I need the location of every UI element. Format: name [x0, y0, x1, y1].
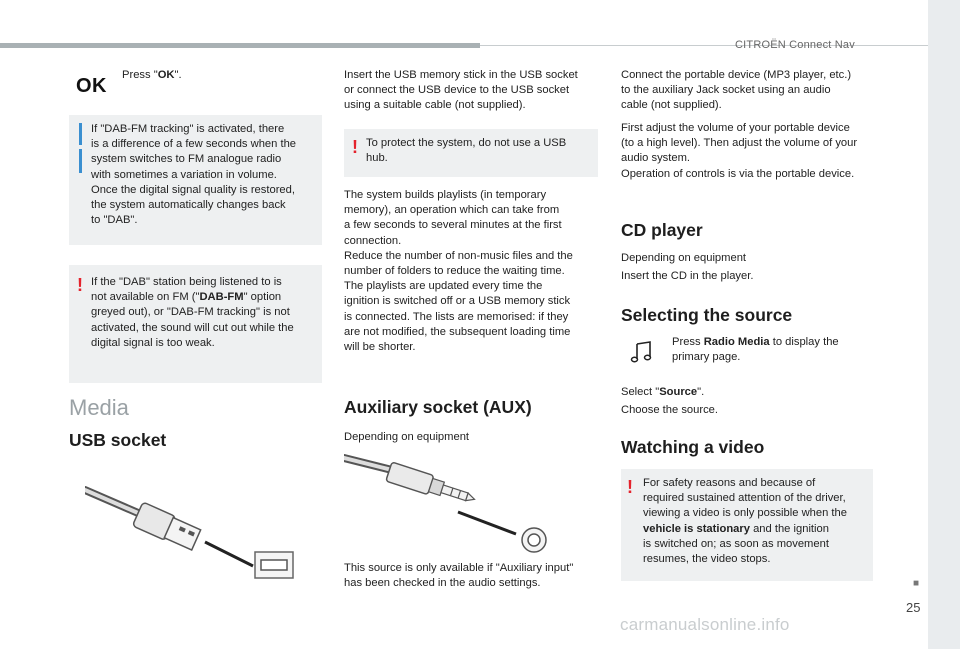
header-rule [0, 43, 480, 48]
aux-depending-text: Depending on equipment [344, 431, 470, 443]
continue-marker: ■ [913, 578, 920, 589]
connect-device-text: Connect the portable device (MP3 player, etc.) to the auxiliary Jack socket using an audio cable (not supplied). [621, 69, 852, 112]
playlist-info-text: The system builds playlists (in temporary memory), an operation which can take from a few seconds to several minutes at the first connection. Reduce the number of non-music files and the number of folders to reduce the waiting time. The playlists are updated every time the ignition is switched off or a USB memory stick is connected. The lists are memorised: if they are not modified, the subsequent loading time will be shorter. [344, 189, 573, 354]
aux-availability-text: This source is only available if "Auxiliary input" has been checked in the audio settings. [344, 562, 574, 590]
adjust-volume-text: First adjust the volume of your portable device (to a high level). Then adjust the volume of your audio system. Operation of controls is via the portable device. [621, 122, 858, 180]
warning-usb-hub-text: To protect the system, do not use a USB hub. [366, 137, 567, 165]
warning-note-text: If the "DAB" station being listened to is not available on FM ("DAB-FM" option greyed out), or "DAB-FM tracking" is not activated, the sound will cut out while the digital signal is too weak. [91, 276, 294, 349]
info-note-dab-fm [69, 115, 322, 245]
page-side-strip [928, 0, 960, 649]
ok-button-icon: OK [76, 75, 107, 97]
watermark: carmanualsonline.info [620, 615, 790, 634]
cd-insert-text: Insert the CD in the player. [621, 270, 754, 282]
ok-press-text: Press "OK". [122, 69, 182, 81]
heading-selecting-source: Selecting the source [621, 305, 793, 325]
select-source-text: Select "Source". [621, 386, 705, 398]
music-note-icon [630, 340, 654, 364]
info-icon-top [79, 123, 82, 145]
warning-note-usb-hub [344, 129, 598, 177]
usb-plug-illustration [85, 462, 300, 580]
page-number: 25 [906, 600, 921, 615]
running-header: CITROËN Connect Nav [735, 39, 855, 51]
press-radio-media-text: Press Radio Media to display the primary page. [672, 336, 839, 364]
warning-exclamation-icon: ! [627, 477, 633, 497]
jack-plug-illustration [344, 452, 554, 556]
choose-source-text: Choose the source. [621, 404, 719, 416]
cd-depending-text: Depending on equipment [621, 252, 747, 264]
heading-auxiliary-socket: Auxiliary socket (AUX) [344, 397, 532, 417]
usb-intro-text: Insert the USB memory stick in the USB socket or connect the USB device to the USB socket using a suitable cable (not supplied). [344, 69, 578, 112]
heading-usb-socket: USB socket [69, 430, 167, 450]
heading-watching-video: Watching a video [621, 437, 765, 457]
warning-video-text: For safety reasons and because of required sustained attention of the driver, viewing a video is only possible when the vehicle is stationary and the ignition is switched on; as soon as movement resumes, the video stops. [643, 477, 847, 566]
warning-exclamation-icon: ! [77, 275, 83, 295]
section-heading-media: Media [69, 395, 129, 420]
info-note-text: If "DAB-FM tracking" is activated, there is a difference of a few seconds when the system switches to FM analogue radio with sometimes a variation in volume. Once the digital signal quality is restored, the system automatically changes back to "DAB". [91, 123, 297, 227]
warning-note-video [621, 469, 873, 581]
warning-exclamation-icon: ! [352, 137, 358, 157]
heading-cd-player: CD player [621, 220, 703, 240]
header-rule-thin [480, 45, 928, 46]
warning-note-dab [69, 265, 322, 383]
info-icon-bottom [79, 149, 82, 173]
